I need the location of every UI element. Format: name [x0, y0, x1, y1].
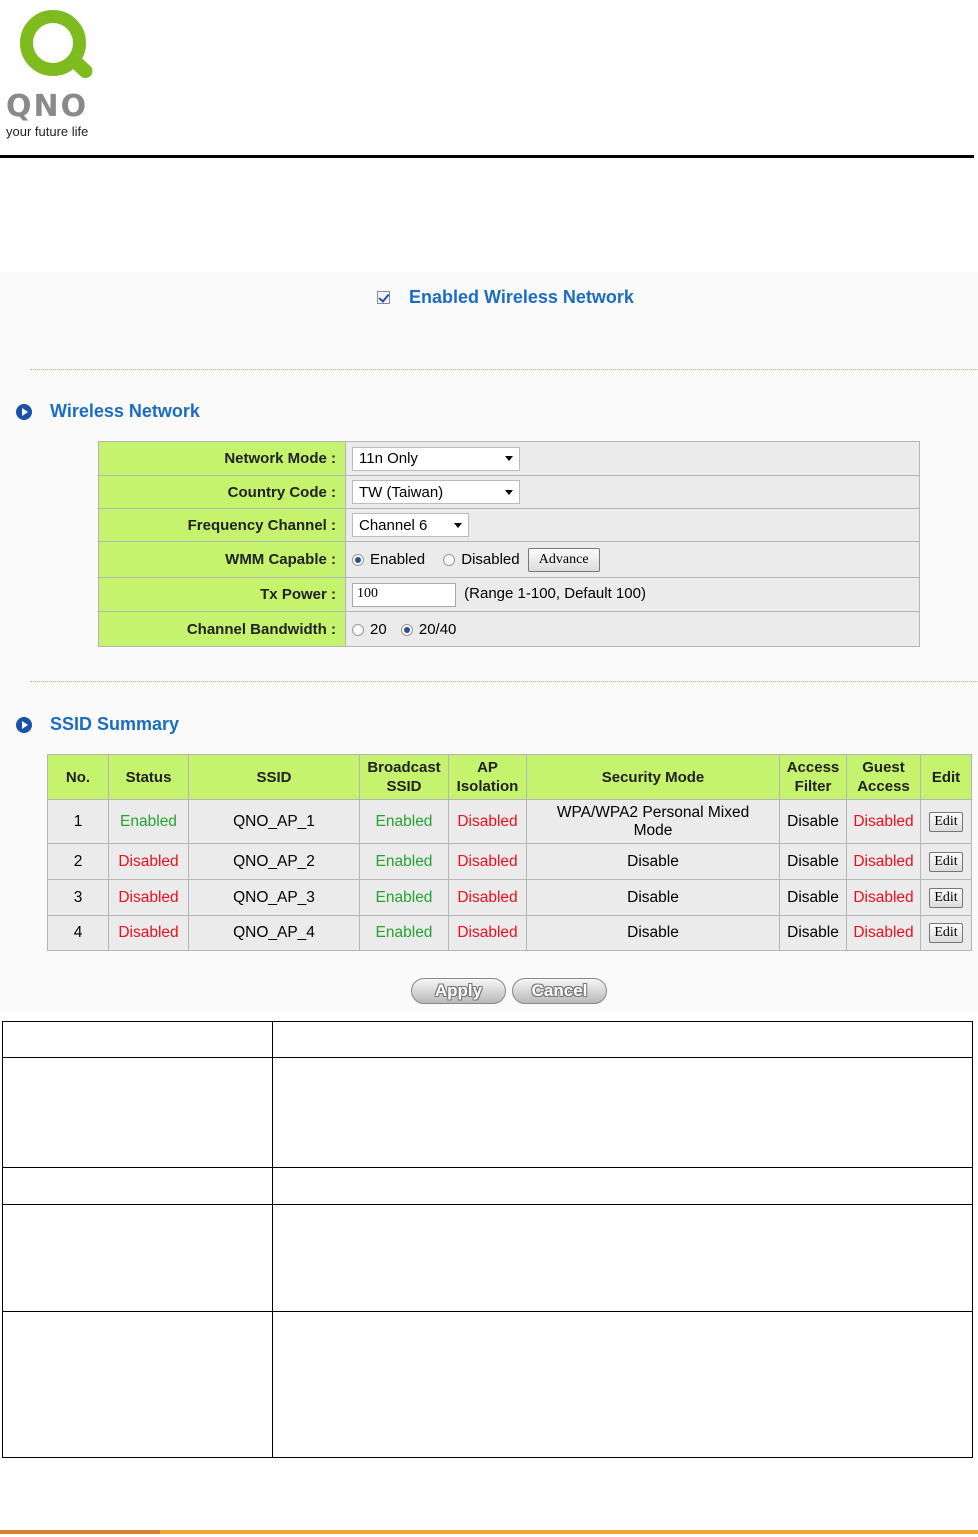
- enable-wireless-checkbox[interactable]: [377, 291, 390, 304]
- security-cell: WPA/WPA2 Personal Mixed Mode: [527, 800, 780, 844]
- status-cell: Disabled: [109, 916, 189, 951]
- table-row: 4 Disabled QNO_AP_4 Enabled Disabled Disable Disable Disabled Edit: [48, 916, 972, 951]
- arrow-circle-icon: [16, 404, 32, 420]
- wmm-enabled-radio[interactable]: [352, 554, 364, 566]
- divider-dotted: [30, 681, 978, 682]
- table-cell: [3, 1058, 273, 1168]
- logo-brand: QNO: [6, 89, 89, 124]
- footer-bar: [0, 1530, 978, 1534]
- wmm-capable-label: WMM Capable :: [99, 542, 346, 578]
- network-mode-label: Network Mode :: [99, 442, 346, 476]
- section-title: SSID Summary: [50, 714, 180, 734]
- security-cell: Disable: [527, 844, 780, 880]
- security-cell: Disable: [527, 916, 780, 951]
- edit-button[interactable]: Edit: [929, 923, 962, 943]
- network-mode-select[interactable]: 11n Only: [352, 447, 520, 471]
- bandwidth-2040-radio[interactable]: [401, 624, 413, 636]
- wmm-enabled-label: Enabled: [370, 550, 426, 568]
- table-cell: [3, 1205, 273, 1312]
- table-cell: [3, 1022, 273, 1058]
- chevron-down-icon: [454, 523, 462, 528]
- table-row: 1 Enabled QNO_AP_1 Enabled Disabled WPA/WPA2 Personal Mixed Mode Disable Disabled Edit: [48, 800, 972, 844]
- arrow-circle-icon: [16, 717, 32, 733]
- frequency-channel-select[interactable]: Channel 6: [352, 513, 469, 537]
- logo-tail-icon: [67, 53, 96, 81]
- table-cell: [273, 1058, 973, 1168]
- section-wireless-network: [16, 401, 200, 422]
- col-broadcast: Broadcast SSID: [360, 755, 449, 800]
- col-guest-access: Guest Access: [847, 755, 921, 800]
- edit-button[interactable]: Edit: [929, 888, 962, 908]
- table-cell: [273, 1312, 973, 1458]
- logo-tagline: your future life: [6, 124, 89, 139]
- col-ap-isolation: AP Isolation: [449, 755, 527, 800]
- status-cell: Disabled: [109, 880, 189, 916]
- table-row: 2 Disabled QNO_AP_2 Enabled Disabled Disable Disable Disabled Edit: [48, 844, 972, 880]
- bandwidth-20-radio[interactable]: [352, 624, 364, 636]
- table-cell: [3, 1312, 273, 1458]
- chevron-down-icon: [505, 490, 513, 495]
- ssid-cell: QNO_AP_1: [189, 800, 360, 844]
- cancel-button[interactable]: Cancel: [512, 978, 607, 1004]
- wireless-settings-table: [98, 441, 920, 647]
- country-code-select[interactable]: TW (Taiwan): [352, 480, 520, 504]
- col-edit: Edit: [921, 755, 972, 800]
- col-security-mode: Security Mode: [527, 755, 780, 800]
- ssid-cell: QNO_AP_4: [189, 916, 360, 951]
- wmm-disabled-label: Disabled: [461, 550, 520, 568]
- edit-button[interactable]: Edit: [929, 852, 962, 872]
- table-cell: [3, 1168, 273, 1205]
- table-cell: [273, 1022, 973, 1058]
- bandwidth-20-label: 20: [370, 620, 387, 638]
- table-row: 3 Disabled QNO_AP_3 Enabled Disabled Disable Disable Disabled Edit: [48, 880, 972, 916]
- chevron-down-icon: [505, 456, 513, 461]
- divider-dotted: [30, 369, 978, 370]
- frequency-channel-label: Frequency Channel :: [99, 509, 346, 542]
- section-title: Wireless Network: [50, 401, 200, 421]
- section-ssid-summary: [16, 714, 179, 735]
- col-access-filter: Access Filter: [780, 755, 847, 800]
- bandwidth-2040-label: 20/40: [418, 620, 457, 638]
- table-cell: [273, 1168, 973, 1205]
- ssid-summary-table: [47, 754, 972, 951]
- country-code-label: Country Code :: [99, 476, 346, 509]
- table-cell: [273, 1205, 973, 1312]
- tx-power-label: Tx Power :: [99, 578, 346, 612]
- enable-wireless-row: [377, 287, 634, 308]
- ssid-cell: QNO_AP_2: [189, 844, 360, 880]
- edit-button[interactable]: Edit: [929, 812, 962, 832]
- col-status: Status: [109, 755, 189, 800]
- status-cell: Enabled: [109, 800, 189, 844]
- description-table: [2, 1021, 973, 1458]
- qno-logo: [6, 4, 118, 140]
- advance-button[interactable]: Advance: [528, 548, 600, 572]
- enable-wireless-label: Enabled Wireless Network: [409, 287, 634, 307]
- tx-power-input[interactable]: 100: [352, 583, 456, 607]
- col-no: No.: [48, 755, 109, 800]
- header-divider: [0, 155, 974, 158]
- status-cell: Disabled: [109, 844, 189, 880]
- col-ssid: SSID: [189, 755, 360, 800]
- ssid-cell: QNO_AP_3: [189, 880, 360, 916]
- security-cell: Disable: [527, 880, 780, 916]
- tx-power-hint: (Range 1-100, Default 100): [464, 585, 646, 603]
- wmm-disabled-radio[interactable]: [443, 554, 455, 566]
- channel-bandwidth-label: Channel Bandwidth :: [99, 612, 346, 647]
- apply-button[interactable]: Apply: [411, 978, 506, 1004]
